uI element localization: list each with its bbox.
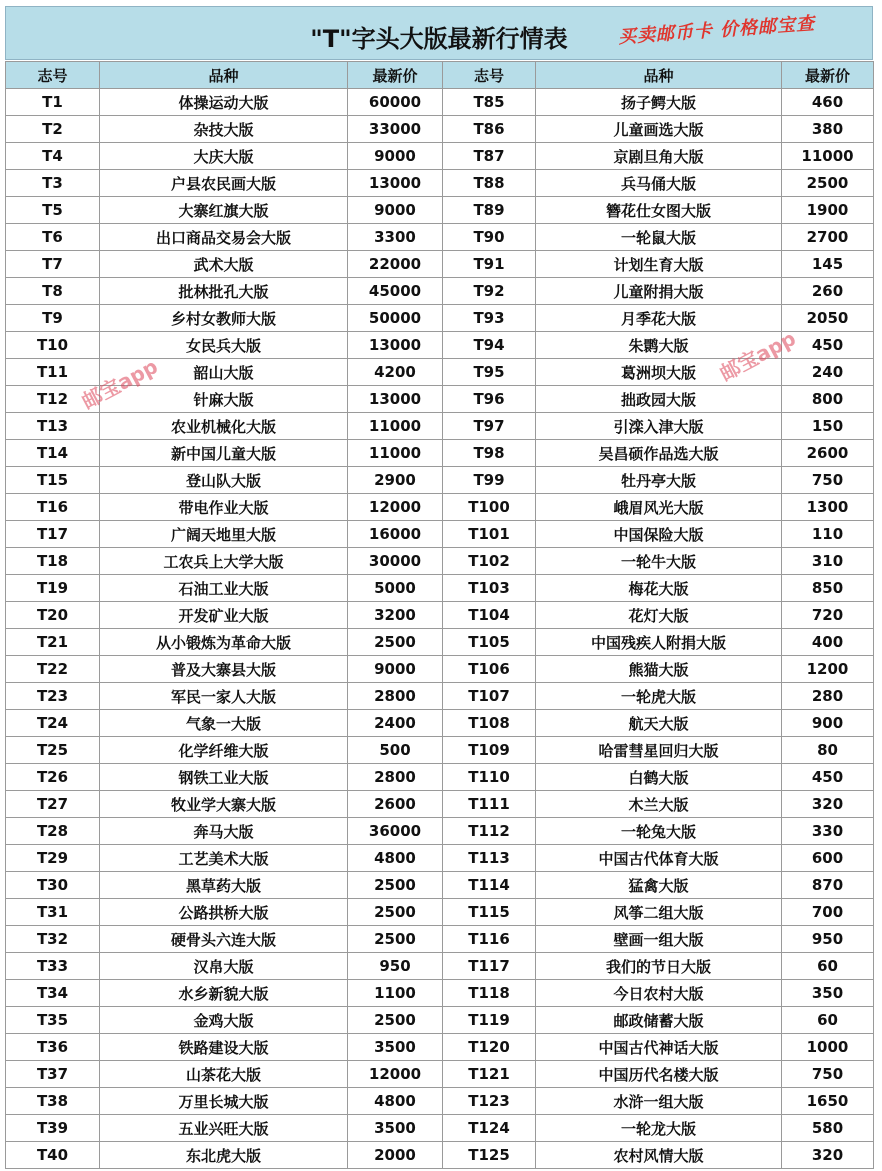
right-code-cell: T112 — [443, 818, 536, 845]
left-price-cell: 3200 — [348, 602, 443, 629]
table-row — [6, 494, 874, 521]
right-name-cell: 一轮牛大版 — [536, 548, 782, 575]
left-code-cell: T29 — [6, 845, 100, 872]
col-header-name-right: 品种 — [536, 62, 782, 89]
table-row — [6, 1088, 874, 1115]
table-row — [6, 818, 874, 845]
right-code-cell: T123 — [443, 1088, 536, 1115]
left-name-cell: 新中国儿童大版 — [100, 440, 348, 467]
table-row — [6, 170, 874, 197]
col-header-price-right: 最新价 — [782, 62, 874, 89]
left-name-cell: 韶山大版 — [100, 359, 348, 386]
right-code-cell: T109 — [443, 737, 536, 764]
right-price-cell: 450 — [782, 764, 874, 791]
left-code-cell: T6 — [6, 224, 100, 251]
left-price-cell: 2500 — [348, 926, 443, 953]
left-code-cell: T4 — [6, 143, 100, 170]
right-price-cell: 280 — [782, 683, 874, 710]
left-price-cell: 2500 — [348, 899, 443, 926]
right-name-cell: 儿童画选大版 — [536, 116, 782, 143]
right-price-cell: 11000 — [782, 143, 874, 170]
right-code-cell: T120 — [443, 1034, 536, 1061]
left-name-cell: 杂技大版 — [100, 116, 348, 143]
left-price-cell: 22000 — [348, 251, 443, 278]
right-name-cell: 一轮虎大版 — [536, 683, 782, 710]
left-name-cell: 水乡新貌大版 — [100, 980, 348, 1007]
right-name-cell: 壁画一组大版 — [536, 926, 782, 953]
right-code-cell: T100 — [443, 494, 536, 521]
right-name-cell: 葛洲坝大版 — [536, 359, 782, 386]
right-name-cell: 中国残疾人附捐大版 — [536, 629, 782, 656]
right-price-cell: 60 — [782, 953, 874, 980]
header-row — [6, 62, 874, 89]
left-code-cell: T36 — [6, 1034, 100, 1061]
left-name-cell: 从小锻炼为革命大版 — [100, 629, 348, 656]
right-code-cell: T87 — [443, 143, 536, 170]
left-code-cell: T17 — [6, 521, 100, 548]
left-name-cell: 山茶花大版 — [100, 1061, 348, 1088]
left-price-cell: 9000 — [348, 197, 443, 224]
right-price-cell: 750 — [782, 467, 874, 494]
right-name-cell: 兵马俑大版 — [536, 170, 782, 197]
right-code-cell: T96 — [443, 386, 536, 413]
table-row — [6, 359, 874, 386]
table-row — [6, 278, 874, 305]
right-price-cell: 850 — [782, 575, 874, 602]
left-code-cell: T22 — [6, 656, 100, 683]
right-name-cell: 中国保险大版 — [536, 521, 782, 548]
left-code-cell: T31 — [6, 899, 100, 926]
left-code-cell: T10 — [6, 332, 100, 359]
table-row — [6, 575, 874, 602]
left-price-cell: 2000 — [348, 1142, 443, 1169]
right-name-cell: 梅花大版 — [536, 575, 782, 602]
table-row — [6, 926, 874, 953]
right-name-cell: 熊猫大版 — [536, 656, 782, 683]
table-row — [6, 683, 874, 710]
left-name-cell: 女民兵大版 — [100, 332, 348, 359]
right-code-cell: T94 — [443, 332, 536, 359]
right-price-cell: 750 — [782, 1061, 874, 1088]
left-name-cell: 出口商品交易会大版 — [100, 224, 348, 251]
right-name-cell: 水浒一组大版 — [536, 1088, 782, 1115]
left-name-cell: 硬骨头六连大版 — [100, 926, 348, 953]
left-price-cell: 500 — [348, 737, 443, 764]
right-name-cell: 簪花仕女图大版 — [536, 197, 782, 224]
left-code-cell: T27 — [6, 791, 100, 818]
left-name-cell: 钢铁工业大版 — [100, 764, 348, 791]
right-price-cell: 320 — [782, 791, 874, 818]
table-row — [6, 332, 874, 359]
left-name-cell: 东北虎大版 — [100, 1142, 348, 1169]
table-row — [6, 710, 874, 737]
right-name-cell: 木兰大版 — [536, 791, 782, 818]
right-price-cell: 350 — [782, 980, 874, 1007]
left-name-cell: 公路拱桥大版 — [100, 899, 348, 926]
left-price-cell: 4800 — [348, 1088, 443, 1115]
table-row — [6, 143, 874, 170]
left-price-cell: 2600 — [348, 791, 443, 818]
right-name-cell: 邮政储蓄大版 — [536, 1007, 782, 1034]
left-price-cell: 4200 — [348, 359, 443, 386]
left-name-cell: 铁路建设大版 — [100, 1034, 348, 1061]
right-price-cell: 150 — [782, 413, 874, 440]
left-price-cell: 12000 — [348, 1061, 443, 1088]
table-row — [6, 602, 874, 629]
right-code-cell: T98 — [443, 440, 536, 467]
left-name-cell: 黑草药大版 — [100, 872, 348, 899]
watermark-left: 邮宝app — [77, 353, 162, 414]
left-name-cell: 工艺美术大版 — [100, 845, 348, 872]
col-header-name-left: 品种 — [100, 62, 348, 89]
right-price-cell: 240 — [782, 359, 874, 386]
right-price-cell: 720 — [782, 602, 874, 629]
table-row — [6, 791, 874, 818]
right-name-cell: 我们的节日大版 — [536, 953, 782, 980]
watermark-right: 邮宝app — [715, 325, 800, 386]
left-price-cell: 60000 — [348, 89, 443, 116]
col-header-price-left: 最新价 — [348, 62, 443, 89]
left-price-cell: 13000 — [348, 386, 443, 413]
table-row — [6, 764, 874, 791]
left-price-cell: 45000 — [348, 278, 443, 305]
table-row — [6, 89, 874, 116]
right-price-cell: 580 — [782, 1115, 874, 1142]
right-name-cell: 今日农村大版 — [536, 980, 782, 1007]
left-code-cell: T16 — [6, 494, 100, 521]
right-price-cell: 870 — [782, 872, 874, 899]
right-price-cell: 2050 — [782, 305, 874, 332]
left-code-cell: T9 — [6, 305, 100, 332]
right-code-cell: T105 — [443, 629, 536, 656]
left-price-cell: 3500 — [348, 1034, 443, 1061]
left-name-cell: 大庆大版 — [100, 143, 348, 170]
left-name-cell: 大寨红旗大版 — [100, 197, 348, 224]
right-name-cell: 猛禽大版 — [536, 872, 782, 899]
left-code-cell: T8 — [6, 278, 100, 305]
right-name-cell: 农村风情大版 — [536, 1142, 782, 1169]
table-row — [6, 953, 874, 980]
left-code-cell: T13 — [6, 413, 100, 440]
right-code-cell: T114 — [443, 872, 536, 899]
left-code-cell: T37 — [6, 1061, 100, 1088]
left-name-cell: 乡村女教师大版 — [100, 305, 348, 332]
left-name-cell: 武术大版 — [100, 251, 348, 278]
left-price-cell: 50000 — [348, 305, 443, 332]
right-name-cell: 引滦入津大版 — [536, 413, 782, 440]
table-row — [6, 440, 874, 467]
price-table — [5, 61, 874, 1169]
right-name-cell: 中国古代体育大版 — [536, 845, 782, 872]
left-name-cell: 化学纤维大版 — [100, 737, 348, 764]
right-price-cell: 320 — [782, 1142, 874, 1169]
table-row — [6, 629, 874, 656]
left-code-cell: T40 — [6, 1142, 100, 1169]
left-code-cell: T18 — [6, 548, 100, 575]
left-name-cell: 汉帛大版 — [100, 953, 348, 980]
right-price-cell: 1000 — [782, 1034, 874, 1061]
left-name-cell: 体操运动大版 — [100, 89, 348, 116]
left-name-cell: 户县农民画大版 — [100, 170, 348, 197]
table-row — [6, 980, 874, 1007]
right-price-cell: 460 — [782, 89, 874, 116]
col-header-code-left: 志号 — [6, 62, 100, 89]
left-price-cell: 16000 — [348, 521, 443, 548]
right-name-cell: 花灯大版 — [536, 602, 782, 629]
table-row — [6, 1142, 874, 1169]
left-name-cell: 石油工业大版 — [100, 575, 348, 602]
right-code-cell: T103 — [443, 575, 536, 602]
table-row — [6, 548, 874, 575]
right-code-cell: T95 — [443, 359, 536, 386]
right-code-cell: T106 — [443, 656, 536, 683]
table-row — [6, 1115, 874, 1142]
right-name-cell: 儿童附捐大版 — [536, 278, 782, 305]
left-price-cell: 2900 — [348, 467, 443, 494]
right-name-cell: 一轮鼠大版 — [536, 224, 782, 251]
right-price-cell: 2500 — [782, 170, 874, 197]
right-code-cell: T118 — [443, 980, 536, 1007]
left-code-cell: T23 — [6, 683, 100, 710]
right-price-cell: 2700 — [782, 224, 874, 251]
left-price-cell: 11000 — [348, 413, 443, 440]
right-code-cell: T121 — [443, 1061, 536, 1088]
right-name-cell: 月季花大版 — [536, 305, 782, 332]
right-name-cell: 白鹤大版 — [536, 764, 782, 791]
right-name-cell: 哈雷彗星回归大版 — [536, 737, 782, 764]
left-price-cell: 9000 — [348, 143, 443, 170]
right-code-cell: T113 — [443, 845, 536, 872]
left-price-cell: 2800 — [348, 764, 443, 791]
left-code-cell: T30 — [6, 872, 100, 899]
right-price-cell: 400 — [782, 629, 874, 656]
left-code-cell: T20 — [6, 602, 100, 629]
right-code-cell: T107 — [443, 683, 536, 710]
table-row — [6, 656, 874, 683]
right-price-cell: 110 — [782, 521, 874, 548]
right-code-cell: T124 — [443, 1115, 536, 1142]
right-code-cell: T117 — [443, 953, 536, 980]
table-row — [6, 305, 874, 332]
right-price-cell: 260 — [782, 278, 874, 305]
left-code-cell: T24 — [6, 710, 100, 737]
table-row — [6, 1034, 874, 1061]
left-price-cell: 3500 — [348, 1115, 443, 1142]
left-price-cell: 13000 — [348, 170, 443, 197]
left-price-cell: 33000 — [348, 116, 443, 143]
left-code-cell: T7 — [6, 251, 100, 278]
left-code-cell: T25 — [6, 737, 100, 764]
table-row — [6, 116, 874, 143]
right-code-cell: T97 — [443, 413, 536, 440]
right-price-cell: 700 — [782, 899, 874, 926]
left-name-cell: 针麻大版 — [100, 386, 348, 413]
right-code-cell: T115 — [443, 899, 536, 926]
left-price-cell: 2800 — [348, 683, 443, 710]
left-price-cell: 4800 — [348, 845, 443, 872]
left-code-cell: T1 — [6, 89, 100, 116]
left-code-cell: T5 — [6, 197, 100, 224]
right-price-cell: 900 — [782, 710, 874, 737]
left-price-cell: 2400 — [348, 710, 443, 737]
col-header-code-right: 志号 — [443, 62, 536, 89]
left-price-cell: 12000 — [348, 494, 443, 521]
table-row — [6, 1007, 874, 1034]
left-code-cell: T21 — [6, 629, 100, 656]
left-price-cell: 36000 — [348, 818, 443, 845]
right-code-cell: T125 — [443, 1142, 536, 1169]
right-code-cell: T88 — [443, 170, 536, 197]
right-price-cell: 330 — [782, 818, 874, 845]
left-name-cell: 普及大寨县大版 — [100, 656, 348, 683]
right-code-cell: T119 — [443, 1007, 536, 1034]
left-code-cell: T39 — [6, 1115, 100, 1142]
left-code-cell: T33 — [6, 953, 100, 980]
title-bar — [5, 6, 873, 60]
left-price-cell: 5000 — [348, 575, 443, 602]
left-code-cell: T19 — [6, 575, 100, 602]
right-price-cell: 1300 — [782, 494, 874, 521]
left-code-cell: T32 — [6, 926, 100, 953]
table-row — [6, 845, 874, 872]
table-row — [6, 413, 874, 440]
right-code-cell: T85 — [443, 89, 536, 116]
left-code-cell: T12 — [6, 386, 100, 413]
table-row — [6, 872, 874, 899]
left-name-cell: 带电作业大版 — [100, 494, 348, 521]
right-code-cell: T101 — [443, 521, 536, 548]
left-code-cell: T38 — [6, 1088, 100, 1115]
left-price-cell: 950 — [348, 953, 443, 980]
left-price-cell: 2500 — [348, 629, 443, 656]
left-name-cell: 金鸡大版 — [100, 1007, 348, 1034]
right-code-cell: T99 — [443, 467, 536, 494]
right-code-cell: T111 — [443, 791, 536, 818]
right-name-cell: 计划生育大版 — [536, 251, 782, 278]
left-code-cell: T14 — [6, 440, 100, 467]
right-code-cell: T91 — [443, 251, 536, 278]
left-name-cell: 五业兴旺大版 — [100, 1115, 348, 1142]
left-name-cell: 工农兵上大学大版 — [100, 548, 348, 575]
left-code-cell: T26 — [6, 764, 100, 791]
right-name-cell: 一轮兔大版 — [536, 818, 782, 845]
right-code-cell: T116 — [443, 926, 536, 953]
right-price-cell: 1650 — [782, 1088, 874, 1115]
left-name-cell: 奔马大版 — [100, 818, 348, 845]
left-name-cell: 开发矿业大版 — [100, 602, 348, 629]
right-name-cell: 风筝二组大版 — [536, 899, 782, 926]
left-code-cell: T28 — [6, 818, 100, 845]
right-code-cell: T108 — [443, 710, 536, 737]
right-price-cell: 310 — [782, 548, 874, 575]
right-name-cell: 牡丹亭大版 — [536, 467, 782, 494]
right-name-cell: 峨眉风光大版 — [536, 494, 782, 521]
left-name-cell: 万里长城大版 — [100, 1088, 348, 1115]
left-price-cell: 2500 — [348, 872, 443, 899]
right-price-cell: 1200 — [782, 656, 874, 683]
left-price-cell: 11000 — [348, 440, 443, 467]
table-row — [6, 899, 874, 926]
left-code-cell: T11 — [6, 359, 100, 386]
right-price-cell: 80 — [782, 737, 874, 764]
right-price-cell: 2600 — [782, 440, 874, 467]
right-name-cell: 拙政园大版 — [536, 386, 782, 413]
left-code-cell: T35 — [6, 1007, 100, 1034]
left-code-cell: T2 — [6, 116, 100, 143]
right-name-cell: 吴昌硕作品选大版 — [536, 440, 782, 467]
right-code-cell: T102 — [443, 548, 536, 575]
right-code-cell: T110 — [443, 764, 536, 791]
right-code-cell: T89 — [443, 197, 536, 224]
left-name-cell: 农业机械化大版 — [100, 413, 348, 440]
right-price-cell: 60 — [782, 1007, 874, 1034]
table-row — [6, 521, 874, 548]
table-row — [6, 197, 874, 224]
table-row — [6, 251, 874, 278]
page-title: "T"字头大版最新行情表 — [310, 25, 568, 53]
left-price-cell: 1100 — [348, 980, 443, 1007]
table-row — [6, 386, 874, 413]
right-name-cell: 中国历代名楼大版 — [536, 1061, 782, 1088]
right-price-cell: 950 — [782, 926, 874, 953]
table-row — [6, 1061, 874, 1088]
left-name-cell: 气象一大版 — [100, 710, 348, 737]
left-name-cell: 广阔天地里大版 — [100, 521, 348, 548]
right-name-cell: 中国古代神话大版 — [536, 1034, 782, 1061]
right-name-cell: 京剧旦角大版 — [536, 143, 782, 170]
right-price-cell: 380 — [782, 116, 874, 143]
right-code-cell: T86 — [443, 116, 536, 143]
left-price-cell: 9000 — [348, 656, 443, 683]
left-name-cell: 批林批孔大版 — [100, 278, 348, 305]
left-price-cell: 30000 — [348, 548, 443, 575]
left-price-cell: 13000 — [348, 332, 443, 359]
table-row — [6, 737, 874, 764]
right-code-cell: T92 — [443, 278, 536, 305]
left-name-cell: 登山队大版 — [100, 467, 348, 494]
right-code-cell: T93 — [443, 305, 536, 332]
right-code-cell: T104 — [443, 602, 536, 629]
right-price-cell: 1900 — [782, 197, 874, 224]
left-code-cell: T34 — [6, 980, 100, 1007]
right-code-cell: T90 — [443, 224, 536, 251]
left-name-cell: 军民一家人大版 — [100, 683, 348, 710]
right-name-cell: 航天大版 — [536, 710, 782, 737]
right-name-cell: 朱鹮大版 — [536, 332, 782, 359]
right-name-cell: 扬子鳄大版 — [536, 89, 782, 116]
left-code-cell: T3 — [6, 170, 100, 197]
left-code-cell: T15 — [6, 467, 100, 494]
right-price-cell: 800 — [782, 386, 874, 413]
left-price-cell: 3300 — [348, 224, 443, 251]
table-row — [6, 467, 874, 494]
left-name-cell: 牧业学大寨大版 — [100, 791, 348, 818]
right-price-cell: 450 — [782, 332, 874, 359]
right-price-cell: 600 — [782, 845, 874, 872]
right-name-cell: 一轮龙大版 — [536, 1115, 782, 1142]
left-price-cell: 2500 — [348, 1007, 443, 1034]
table-row — [6, 224, 874, 251]
right-price-cell: 145 — [782, 251, 874, 278]
slogan-stamp: 买卖邮币卡 价格邮宝查 — [617, 13, 816, 48]
